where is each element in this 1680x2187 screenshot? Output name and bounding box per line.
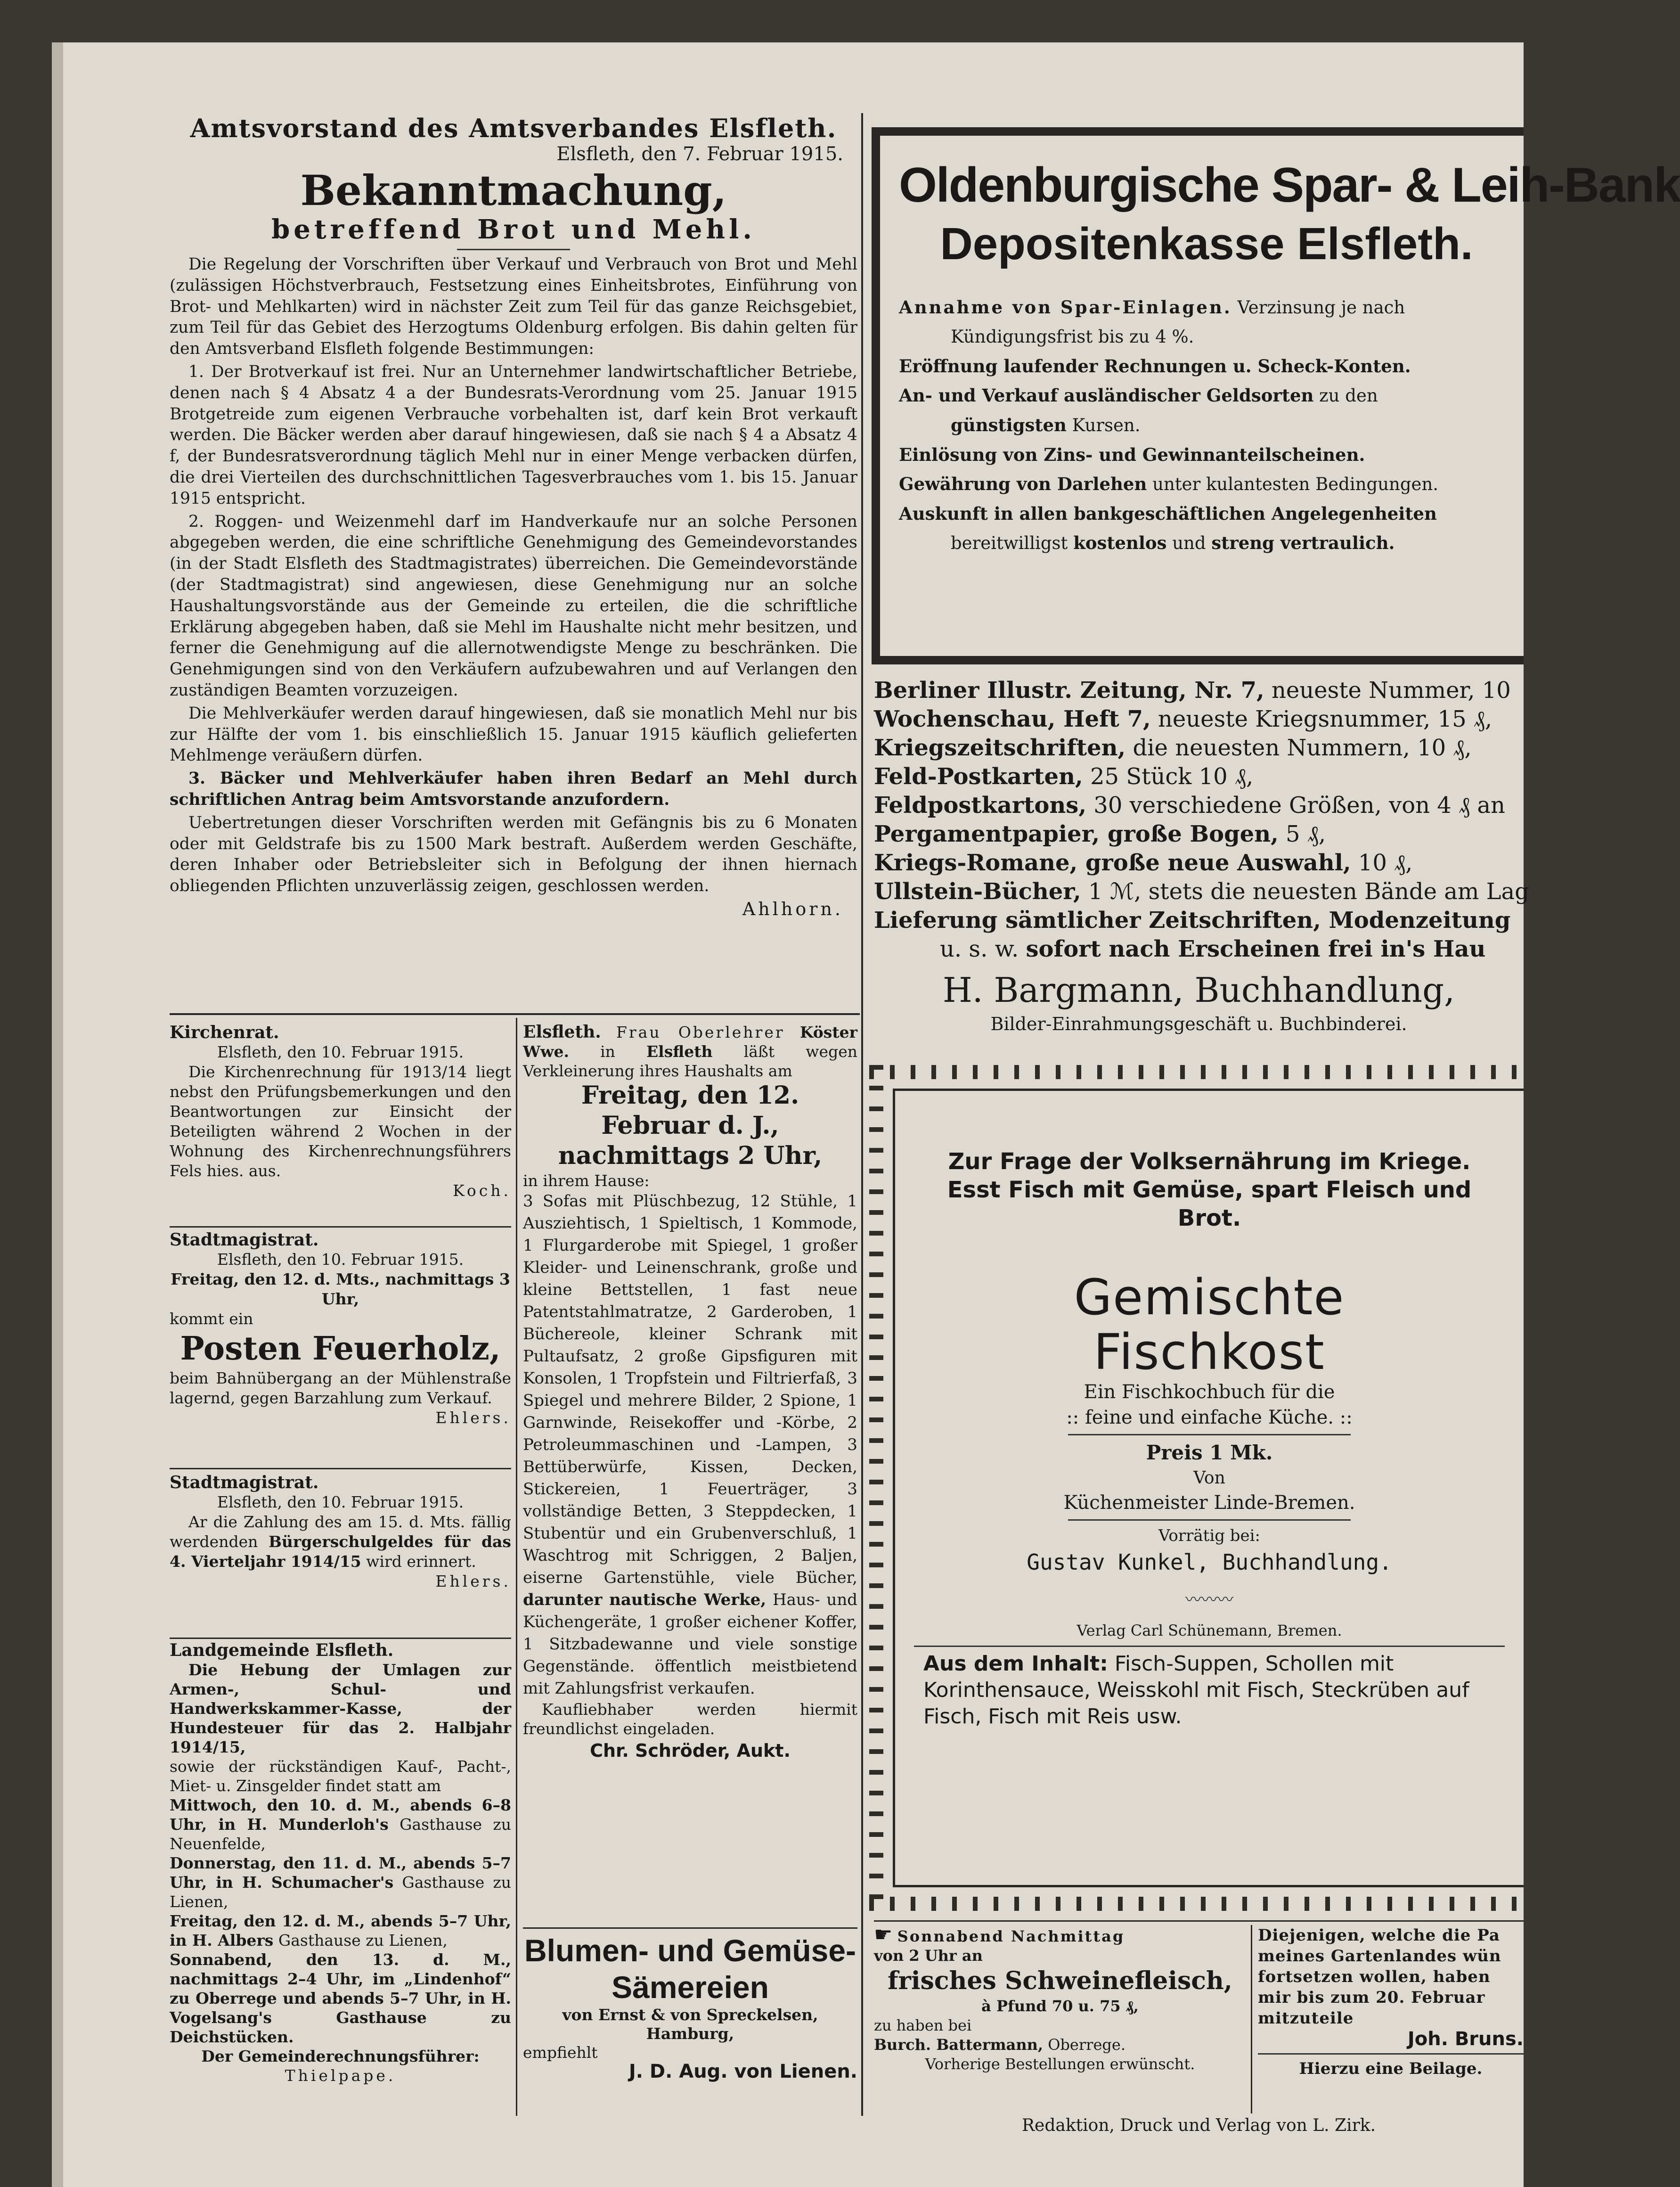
- left-section-rule: [170, 1013, 860, 1015]
- kirchenrat-text: Die Kirchenrechnung für 1913/14 liegt nebst den Prüfungsbemerkungen und den Beantwortungen zur Einsicht der Beteiligten während 2 Wochen in der Wohnung des Kirchenrechnungsführers Fels hies. aus.: [170, 1063, 511, 1180]
- kirchenrat-head: Kirchenrat.: [170, 1023, 279, 1042]
- bank-l6a: Auskunft in allen bankgeschäftlichen Angelegenheiten: [899, 503, 1437, 524]
- book-title-1: Berliner Illustr. Zeitung, Nr. 7,: [874, 677, 1264, 704]
- rule-r-inner: [1251, 1925, 1252, 2113]
- land-bold: Die Hebung der Umlagen zur Armen-, Schul- und Handwerkskammer-Kasse, der Hundesteuer für das 2. Halbjahr 1914/15,: [170, 1661, 511, 1756]
- auction-head: Elsfleth.: [523, 1022, 601, 1042]
- seeds-ad: [523, 1932, 857, 2081]
- auction-kauf: Kaufliebhaber werden hiermit freundlichst eingeladen.: [523, 1700, 857, 1738]
- column-divider: [861, 113, 863, 2116]
- paragraph-intro: Die Regelung der Vorschriften über Verkauf und Verbrauch von Brot und Mehl (zulässigen Höchstverbrauch, Festsetzung eines Einheitsbrotes, Einführung von Brot- und Mehlkarten) wird in nächster Zeit zum Teil für das ganze Reichsgebiet, zum Teil für das Gebiet des Herzogtums Oldenburg erfolgen. Bis dahin gelten für den Amtsverband Elsfleth folgende Bestimmungen:: [170, 255, 857, 359]
- bank-l1c: Kündigungsfrist bis zu 4 %.: [951, 327, 1194, 347]
- fisch-verlag: Verlag Carl Schünemann, Bremen.: [1077, 1622, 1342, 1639]
- book-title-9: Lieferung sämtlicher Zeitschriften, Modenzeitung: [874, 907, 1511, 934]
- fisch-title-1: Gemischte: [1074, 1269, 1345, 1326]
- stadt2-head: Stadtmagistrat.: [170, 1473, 319, 1492]
- bank-l6d: und: [1172, 533, 1206, 553]
- pig-last: Vorherige Bestellungen erwünscht.: [925, 2055, 1195, 2073]
- bank-l6e: streng vertraulich.: [1211, 532, 1395, 553]
- land-sig: Thielpape.: [285, 2066, 396, 2085]
- paragraph-3: Die Mehlverkäufer werden darauf hingewiesen, daß sie monatlich Mehl nur bis zur Hälfte der vom 1. bis einschließlich 15. Januar 1915 käuflich gelieferten Mehlmenge veräußern dürfen.: [170, 704, 857, 765]
- bank-l3c: günstigsten: [951, 415, 1067, 435]
- fisch-rule-3: [914, 1646, 1505, 1647]
- fisch-sub-2: :: feine und einfache Küche. ::: [1066, 1407, 1353, 1428]
- book-title-3: Kriegszeitschriften,: [874, 735, 1126, 761]
- bank-l4: Einlösung von Zins- und Gewinnanteilscheinen.: [899, 444, 1365, 465]
- bank-l3b: zu den: [1319, 385, 1378, 406]
- newspaper-page: [52, 42, 1680, 2187]
- bank-l6c: kostenlos: [1073, 532, 1167, 553]
- fisch-price: Preis 1 Mk.: [1146, 1441, 1273, 1464]
- auction-where: in ihrem Hause:: [523, 1171, 650, 1190]
- book-text-4: 25 Stück 10 ₰,: [1083, 763, 1254, 790]
- bank-l2: Eröffnung laufender Rechnungen u. Scheck-Konten.: [899, 356, 1411, 377]
- stadt1-head: Stadtmagistrat.: [170, 1230, 319, 1250]
- land-t3b: Gasthause zu Lienen,: [278, 1931, 448, 1949]
- fisch-title-2: Fischkost: [1093, 1323, 1325, 1381]
- pig-zu: zu haben bei: [874, 2016, 972, 2034]
- book-text-8: 1 ℳ, stets die neuesten Bände am Lag: [1081, 878, 1529, 905]
- stadt2-text1: Ar die Zahlung des am 15. d. Mts. fällig werdenden: [170, 1513, 511, 1551]
- paragraph-4: 3. Bäcker und Mehlverkäufer haben ihren Bedarf an Mehl durch schriftlichen Antrag beim Amtsvorstande anzufordern.: [170, 769, 857, 809]
- book-title-2: Wochenschau, Heft 7,: [874, 706, 1151, 732]
- land-text1: sowie der rückständigen Kauf-, Pacht-, Miet- u. Zinsgelder findet statt am: [170, 1757, 511, 1795]
- fisch-von: Von: [1193, 1468, 1225, 1488]
- stadt1-big: Posten Feuerholz,: [180, 1330, 501, 1368]
- pig-l1: Sonnabend Nachmittag: [897, 1927, 1125, 1945]
- announcement-body: [170, 254, 857, 897]
- auction-when: Freitag, den 12. Februar d. J., nachmittags 2 Uhr,: [558, 1081, 823, 1170]
- left-inner-divider: [516, 1018, 517, 2116]
- fisch-shop: Gustav Kunkel, Buchhandlung.: [1027, 1549, 1392, 1575]
- hand-pointer-icon: ☛: [874, 1923, 893, 1947]
- land-t3: Freitag, den 12. d. M., abends 5–7 Uhr, in H. Albers: [170, 1912, 511, 1949]
- auction-town: Elsfleth: [646, 1042, 713, 1061]
- bank-l5a: Gewährung von Darlehen: [899, 474, 1147, 494]
- stadt1-when: Freitag, den 12. d. Mts., nachmittags 3 Uhr,: [171, 1270, 510, 1308]
- book-line-8: [874, 877, 1529, 906]
- stadt1-date: Elsfleth, den 10. Februar 1915.: [217, 1250, 464, 1269]
- auction-notice: [523, 1023, 857, 1761]
- kirchenrat-date: Elsfleth, den 10. Februar 1915.: [217, 1043, 464, 1061]
- ornament-left: [869, 1065, 883, 1911]
- auction-items: 3 Sofas mit Plüschbezug, 12 Stühle, 1 Ausziehtisch, 1 Spieltisch, 1 Kommode, 1 Flurgarderobe mit Spiegel, 1 großer Kleider- und Leinenschrank, große und kleine Bettstellen, 1 fast neue Patentstahlmatratze, 2 Garderoben, 1 Büchereole, kleiner Schrank mit Pultaufsatz, 2 große Gipsfiguren mit Konsolen, 1 Tropfstein und Filtrierfaß, 3 Spiegel und mehrere Bilder, 2 Spione, 1 Garnwinde, Reisekoffer und -Körbe, 2 Petroleummaschinen und -Lampen, 3 Bettüberwürfe, Kissen, Decken, Stickereien, 1 Feuerträger, 3 vollständige Betten, 3 Steppdecken, 1 Stubentür und ein Grubenverschluß, 1 Waschtrog mit Schriggen, 2 Baljen, eiserne Gartenstühle, viele Bücher,: [523, 1192, 857, 1587]
- land-head: Landgemeinde Elsfleth.: [170, 1640, 394, 1660]
- announcement-bread-flour: [170, 113, 857, 919]
- book-line-5: [874, 791, 1524, 820]
- bank-l3a: An- und Verkauf ausländischer Geldsorten: [899, 385, 1314, 406]
- ornament-top: [869, 1065, 1524, 1079]
- rule-a1: [170, 1226, 511, 1228]
- books-ad: [874, 676, 1529, 1053]
- pork-ad: [874, 1925, 1246, 2074]
- garden-notice: [1258, 1925, 1524, 2079]
- title-rule: [457, 249, 570, 250]
- seeds-empf: empfiehlt: [523, 2043, 598, 2062]
- bank-l5b: unter kulantesten Bedingungen.: [1152, 474, 1439, 494]
- book-line-3: [874, 734, 1524, 762]
- announcement-signature: Ahlhorn.: [742, 898, 843, 919]
- bargmann-sub: Bilder-Einrahmungsgeschäft u. Buchbinderei.: [990, 1014, 1407, 1034]
- stadtmagistrat-schoolfee: [170, 1473, 511, 1591]
- fisch-inhalt-t: Fisch-Suppen, Schollen mit Korinthensauce, Weisskohl mit Fisch, Steckrüben auf Fisch, Fisch mit Reis usw.: [923, 1652, 1469, 1728]
- book-line-2: [874, 705, 1524, 734]
- fisch-sub-1: Ein Fischkochbuch für die: [1084, 1381, 1335, 1403]
- fisch-ad: [893, 1089, 1524, 1887]
- book-line-1: [874, 676, 1524, 705]
- book-text-2: neueste Kriegsnummer, 15 ₰,: [1150, 706, 1492, 732]
- book-line-9: [874, 906, 1524, 935]
- fisch-question: Zur Frage der Volksernährung im Kriege. Esst Fisch mit Gemüse, spart Fleisch und Brot.: [947, 1148, 1472, 1231]
- book-line-4: [874, 762, 1524, 791]
- book-text-1: neueste Nummer, 10: [1264, 677, 1511, 704]
- stadt2-date: Elsfleth, den 10. Februar 1915.: [217, 1493, 464, 1511]
- bank-l6b: bereitwilligst: [951, 533, 1068, 553]
- book-text-7: 10 ₰,: [1351, 850, 1413, 876]
- kirchenrat-sig: Koch.: [453, 1181, 511, 1200]
- paragraph-5: Uebertretungen dieser Vorschriften werden mit Gefängnis bis zu 6 Monaten oder mit Geldstrafe bis zu 1500 Mark bestraft. Außerdem werden Geschäfte, deren Inhaber oder Betriebsleiter sich in Befolgung der ihnen hiernach obliegenden Pflichten unzuverlässig zeigen, geschlossen werden.: [170, 813, 857, 896]
- books-last-b: sofort nach Erscheinen frei in's Hau: [1026, 936, 1486, 962]
- bank-title: Oldenburgische Spar- & Leih-Bank: [899, 158, 1680, 213]
- footer-imprint: Redaktion, Druck und Verlag von L. Zirk.: [1021, 2116, 1376, 2135]
- kirchenrat-notice: [170, 1023, 511, 1201]
- stadt2-bold: Bürgerschulgeldes für das 4. Vierteljahr 1914/15: [170, 1532, 512, 1571]
- pig-place: Oberrege.: [1048, 2036, 1125, 2054]
- seeds-sig: J. D. Aug. von Lienen.: [628, 2061, 857, 2082]
- stadt2-text2: wird erinnert.: [366, 1552, 476, 1571]
- land-t2: Donnerstag, den 11. d. M., abends 5–7 Uhr, in H. Schumacher's: [170, 1854, 511, 1892]
- book-title-6: Pergamentpapier, große Bogen,: [874, 821, 1279, 847]
- land-t1b: Gasthause zu Neuenfelde,: [170, 1815, 511, 1853]
- bank-subtitle: Depositenkasse Elsfleth.: [940, 219, 1473, 269]
- fisch-vorr: Vorrätig bei:: [1158, 1526, 1260, 1545]
- land-t1: Mittwoch, den 10. d. M., abends 6–8 Uhr, in H. Munderloh's: [170, 1796, 511, 1834]
- book-text-6: 5 ₰,: [1278, 821, 1326, 847]
- beilage: Hierzu eine Beilage.: [1299, 2059, 1483, 2078]
- book-title-4: Feld-Postkarten,: [874, 763, 1083, 790]
- landgemeinde-notice: [170, 1641, 511, 2085]
- paragraph-2: 2. Roggen- und Weizenmehl darf im Handverkaufe nur an solche Personen abgegeben werden, die eine schriftliche Genehmigung des Gemeindevorstandes (in der Stadt Elsfleth des Stadtmagistrates) überreichen. Die Gemeindevorstände (der Stadtmagistrat) sind angewiesen, diese Genehmigung nur an solche Haushaltungsvorstände aus der Gemeinde zu erteilen, die die schriftliche Erklärung abgegeben haben, daß sie Mehl im Haushalte nicht mehr besitzen, und ferner die Genehmigung auf die allernotwendigste Menge zu beschränken. Die Genehmigungen sind von den Verkäufern aufzubewahren und auf Verlangen den zuständigen Beamten vorzuzeigen.: [170, 512, 857, 700]
- fisch-inhalt-b: Aus dem Inhalt:: [923, 1652, 1108, 1676]
- stadtmagistrat-firewood: [170, 1230, 511, 1428]
- stadt1-sig: Ehlers.: [435, 1409, 511, 1427]
- paragraph-1: 1. Der Brotverkauf ist frei. Nur an Unternehmer landwirtschaftlicher Betriebe, denen nach § 4 Absatz 4 a der Bundesrats-Verordnung vom 25. Januar 1915 Brotgetreide zum eigenen Verbrauche vorbehalten ist, darf kein Brot verkauft werden. Die Bäcker werden aber darauf hingewiesen, daß sie nach § 4 a Absatz 4 f, der Bundesratsverordnung täglich Mehl nur in einer Menge verbacken dürfen, die drei Vierteilen des durchschnittlichen Tagesverbrauches vom 1. bis 15. Januar 1915 entspricht.: [170, 362, 857, 508]
- auction-name: Köster Wwe.: [523, 1023, 857, 1061]
- announcement-subtitle: betreffend Brot und Mehl.: [271, 214, 756, 245]
- bargmann-name: H. Bargmann, Buchhandlung,: [942, 970, 1455, 1010]
- rule-a2: [170, 1468, 511, 1469]
- amt-date: Elsfleth, den 7. Februar 1915.: [556, 143, 843, 165]
- fisch-author: Küchenmeister Linde-Bremen.: [1063, 1492, 1355, 1514]
- pig-price: à Pfund 70 u. 75 ₰,: [981, 1997, 1139, 2015]
- book-line-7: [874, 849, 1524, 877]
- auction-items2: Haus- und Küchengeräte, 1 großer eichener Koffer, 1 Sitzbadewanne und viele sonstige Gegenstände. öffentlich meistbietend mit Zahlungsfrist verkaufen.: [523, 1590, 857, 1698]
- auction-intro3: läßt wegen Verkleinerung ihres Haushalts am: [523, 1042, 857, 1080]
- stadt1-kommt: kommt ein: [170, 1310, 253, 1328]
- garden-sig: Joh. Bruns.: [1407, 2028, 1524, 2050]
- land-t2b: Gasthause zu Lienen,: [170, 1873, 511, 1911]
- book-title-5: Feldpostkartons,: [874, 792, 1087, 819]
- announcement-title: Bekanntmachung,: [300, 166, 727, 215]
- book-title-8: Ullstein-Bücher,: [874, 878, 1081, 905]
- book-line-10: [874, 935, 1524, 964]
- auction-intro2: in: [600, 1042, 615, 1061]
- pig-name: Burch. Battermann,: [874, 2036, 1044, 2054]
- books-last-a: u. s. w.: [940, 936, 1019, 962]
- seeds-from: von Ernst & von Spreckelsen, Hamburg,: [562, 2006, 818, 2043]
- land-sig-title: Der Gemeinderechnungsführer:: [201, 2047, 480, 2065]
- auction-bold-items: darunter nautische Werke,: [523, 1590, 767, 1609]
- pig-big: frisches Schweinefleisch,: [888, 1966, 1232, 1995]
- book-text-5: 30 verschiedene Größen, von 4 ₰ an: [1086, 792, 1505, 819]
- amt-header: Amtsvorstand des Amtsverbandes Elsfleth.: [190, 113, 837, 143]
- land-t4: Sonnabend, den 13. d. M., nachmittags 2–4 Uhr, im „Lindenhof“ zu Oberrege und abends 5–7 Uhr, in H. Vogelsang's Gasthause zu Deichstücken.: [170, 1950, 511, 2046]
- garden-rule: [1258, 2053, 1524, 2055]
- rule-b1: [523, 1927, 857, 1929]
- rule-a3: [170, 1638, 511, 1639]
- book-line-6: [874, 820, 1524, 849]
- fisch-wave: 〰〰〰: [1185, 1590, 1233, 1609]
- bank-l3d: Kursen.: [1072, 415, 1141, 435]
- stadt2-sig: Ehlers.: [435, 1572, 511, 1590]
- auction-intro1: Frau Oberlehrer: [616, 1023, 785, 1041]
- seeds-big: Blumen- und Gemüse-Sämereien: [524, 1933, 856, 2005]
- bank-l1b: Verzinsung je nach: [1237, 297, 1405, 318]
- book-title-7: Kriegs-Romane, große neue Auswahl,: [874, 850, 1351, 876]
- fisch-rule: [1068, 1434, 1351, 1435]
- auction-sig: Chr. Schröder, Aukt.: [590, 1740, 791, 1761]
- pig-l2: von 2 Uhr an: [874, 1947, 983, 1965]
- fisch-rule-2: [1068, 1519, 1351, 1521]
- rule-r-bottom: [874, 1920, 1524, 1922]
- bank-ad: [872, 127, 1680, 664]
- bank-l1a: Annahme von Spar-Einlagen.: [899, 297, 1232, 318]
- ornament-bottom: [869, 1897, 1524, 1911]
- garden-text: Diejenigen, welche die Pa meines Gartenlandes wün fortsetzen wollen, haben mir bis zum 20. Februar mitzuteile: [1258, 1926, 1501, 2028]
- book-text-3: die neuesten Nummern, 10 ₰,: [1125, 735, 1472, 761]
- stadt1-text: beim Bahnübergang an der Mühlenstraße lagernd, gegen Barzahlung zum Verkauf.: [170, 1369, 511, 1407]
